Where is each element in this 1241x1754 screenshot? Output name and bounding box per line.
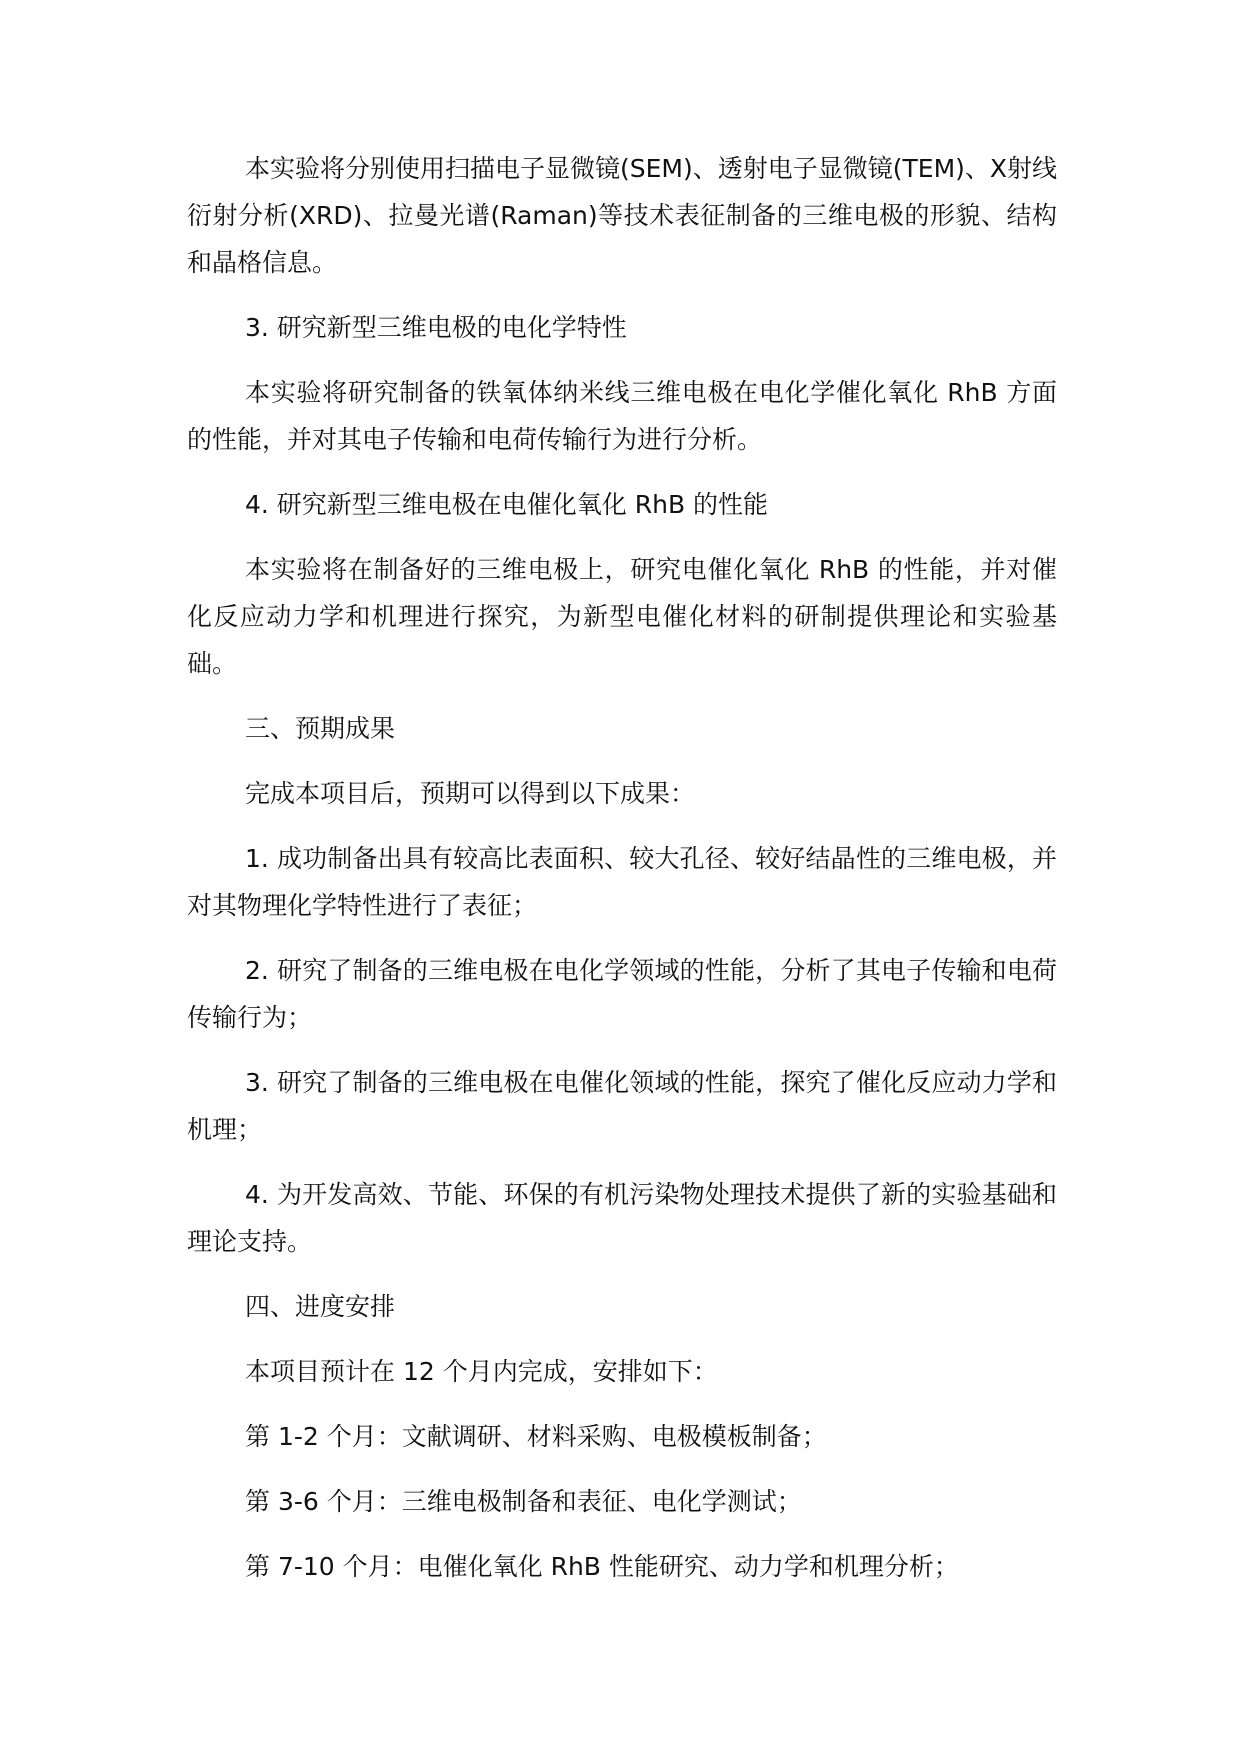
list-item-result-2: 2. 研究了制备的三维电极在电化学领域的性能，分析了其电子传输和电荷传输行为； [187, 956, 1057, 1032]
paragraph-electrocatalytic-study: 本实验将在制备好的三维电极上，研究电催化氧化 RhB 的性能，并对催化反应动力学和机理进行探究，为新型电催化材料的研制提供理论和实验基础。 [187, 555, 1057, 678]
paragraph-schedule-intro: 本项目预计在 12 个月内完成，安排如下： [245, 1357, 718, 1386]
section-heading-schedule: 四、进度安排 [245, 1292, 396, 1321]
paragraph-expected-results-intro: 完成本项目后，预期可以得到以下成果： [245, 779, 696, 808]
schedule-item-months-1-2: 第 1-2 个月：文献调研、材料采购、电极模板制备； [245, 1422, 827, 1451]
schedule-item-months-3-6: 第 3-6 个月：三维电极制备和表征、电化学测试； [245, 1487, 802, 1516]
paragraph-electrochemical-study: 本实验将研究制备的铁氧体纳米线三维电极在电化学催化氧化 RhB 方面的性能，并对其电子传输和电荷传输行为进行分析。 [187, 378, 1057, 454]
paragraph-characterization-methods: 本实验将分别使用扫描电子显微镜(SEM)、透射电子显微镜(TEM)、X射线衍射分析(XRD)、拉曼光谱(Raman)等技术表征制备的三维电极的形貌、结构和晶格信息。 [187, 154, 1058, 277]
document-body [187, 145, 1057, 1608]
heading-electrocatalytic-oxidation: 4. 研究新型三维电极在电催化氧化 RhB 的性能 [245, 490, 769, 519]
heading-electrochemical-properties: 3. 研究新型三维电极的电化学特性 [245, 313, 627, 342]
list-item-result-4: 4. 为开发高效、节能、环保的有机污染物处理技术提供了新的实验基础和理论支持。 [187, 1180, 1057, 1256]
list-item-result-3: 3. 研究了制备的三维电极在电催化领域的性能，探究了催化反应动力学和机理； [187, 1068, 1057, 1144]
list-item-result-1: 1. 成功制备出具有较高比表面积、较大孔径、较好结晶性的三维电极，并对其物理化学特性进行了表征； [187, 844, 1057, 920]
schedule-item-months-7-10: 第 7-10 个月：电催化氧化 RhB 性能研究、动力学和机理分析； [245, 1552, 959, 1581]
section-heading-expected-results: 三、预期成果 [245, 714, 396, 743]
